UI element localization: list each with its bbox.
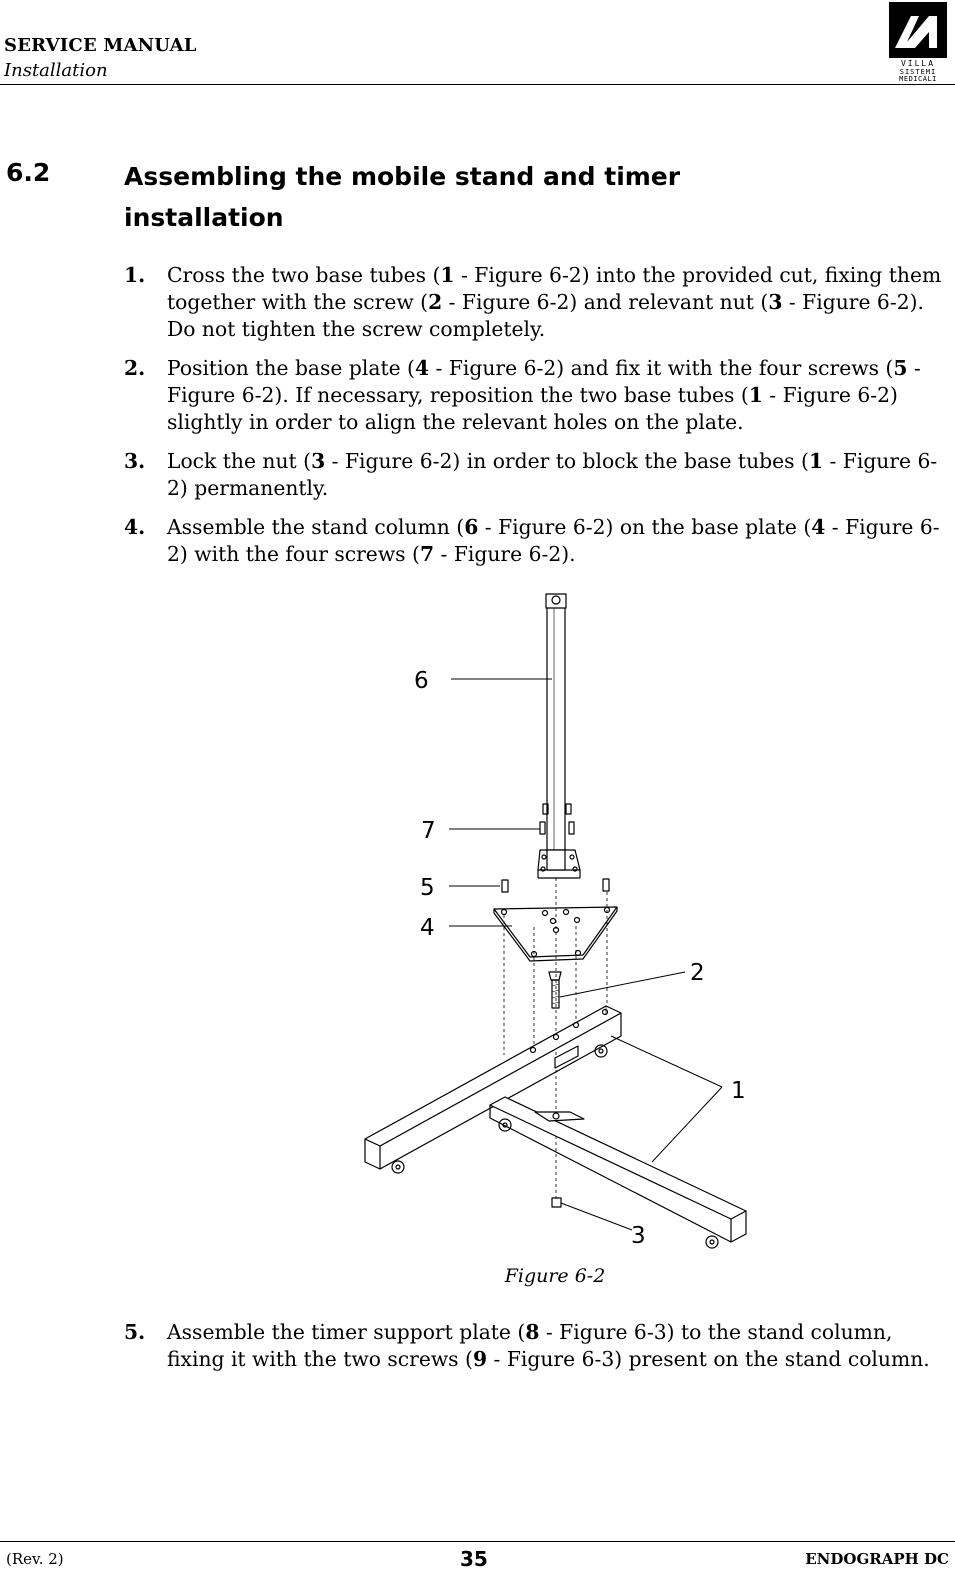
callout-2: 2 [690,960,705,986]
product-name: ENDOGRAPH DC [805,1550,949,1568]
reference-number: 5 [893,356,908,380]
callout-1: 1 [731,1078,746,1104]
step-item [124,448,946,502]
callout-5: 5 [420,875,435,901]
step-number: 5. [124,1320,146,1344]
reference-number: 4 [414,356,430,380]
footer-rule [0,1541,955,1542]
page-number: 35 [460,1547,488,1571]
step-text: Assemble the stand column (6 - Figure 6-2) on the base plate (4 - Figure 6-2) with the four screws (7 - Figure 6-2). [167,515,940,566]
chapter-name: Installation [4,60,108,81]
reference-number: 4 [811,515,826,539]
reference-number: 3 [311,449,326,473]
callout-7: 7 [421,818,436,844]
reference-number: 9 [472,1347,488,1371]
step-list-continued [124,1319,946,1385]
figure-mobile-stand-drawing [0,580,955,1260]
step-item [124,355,946,436]
header-rule [0,84,955,85]
section-number: 6.2 [6,158,51,187]
reference-number: 7 [419,542,435,566]
reference-number: 6 [464,515,479,539]
revision-label: (Rev. 2) [6,1550,64,1568]
step-number: 2. [124,356,146,380]
section-title: Assembling the mobile stand and timer installation [124,162,681,232]
stand-column [538,594,580,878]
step-number: 3. [124,449,146,473]
step-text: Assemble the timer support plate (8 - Figure 6-3) to the stand column, fixing it with the two screws (9 - Figure 6-3) present on the stand column. [167,1320,930,1371]
step-number: 4. [124,515,146,539]
logo-text-sistemi: SISTEMI [899,68,937,76]
nut [552,1198,561,1207]
callout-3: 3 [631,1223,646,1249]
step-text: Lock the nut (3 - Figure 6-2) in order to block the base tubes (1 - Figure 6-2) permanently. [167,449,938,500]
callout-4: 4 [420,915,435,941]
step-number: 1. [124,263,146,287]
reference-number: 1 [748,383,763,407]
reference-number: 2 [428,290,443,314]
step-list [124,262,946,580]
step-item [124,1319,946,1373]
logo-text-villa: VILLA [900,59,936,68]
logo-text-medicali: MEDICALI [899,75,937,82]
step-item [124,262,946,343]
base-plate [494,907,617,961]
base-tubes [365,1006,746,1248]
reference-number: 1 [440,263,455,287]
figure-caption: Figure 6-2 [504,1265,606,1287]
bolt [549,972,561,1008]
step-text: Cross the two base tubes (1 - Figure 6-2) into the provided cut, fixing them together with the screw (2 - Figure 6-2) and relevant nut (3 - Figure 6-2). Do not tighten the screw completely. [167,263,942,341]
manual-title: SERVICE MANUAL [4,35,197,56]
step-text: Position the base plate (4 - Figure 6-2) and fix it with the four screws (5 - Figure 6-2). If necessary, reposition the two base tubes (1 - Figure 6-2) slightly in order to align the relevant holes on the plate. [167,356,921,434]
step-item [124,514,946,568]
villa-logo [889,2,947,82]
reference-number: 8 [525,1320,540,1344]
callout-6: 6 [414,668,429,694]
reference-number: 1 [808,449,824,473]
column-screws [540,804,574,834]
reference-number: 3 [768,290,783,314]
